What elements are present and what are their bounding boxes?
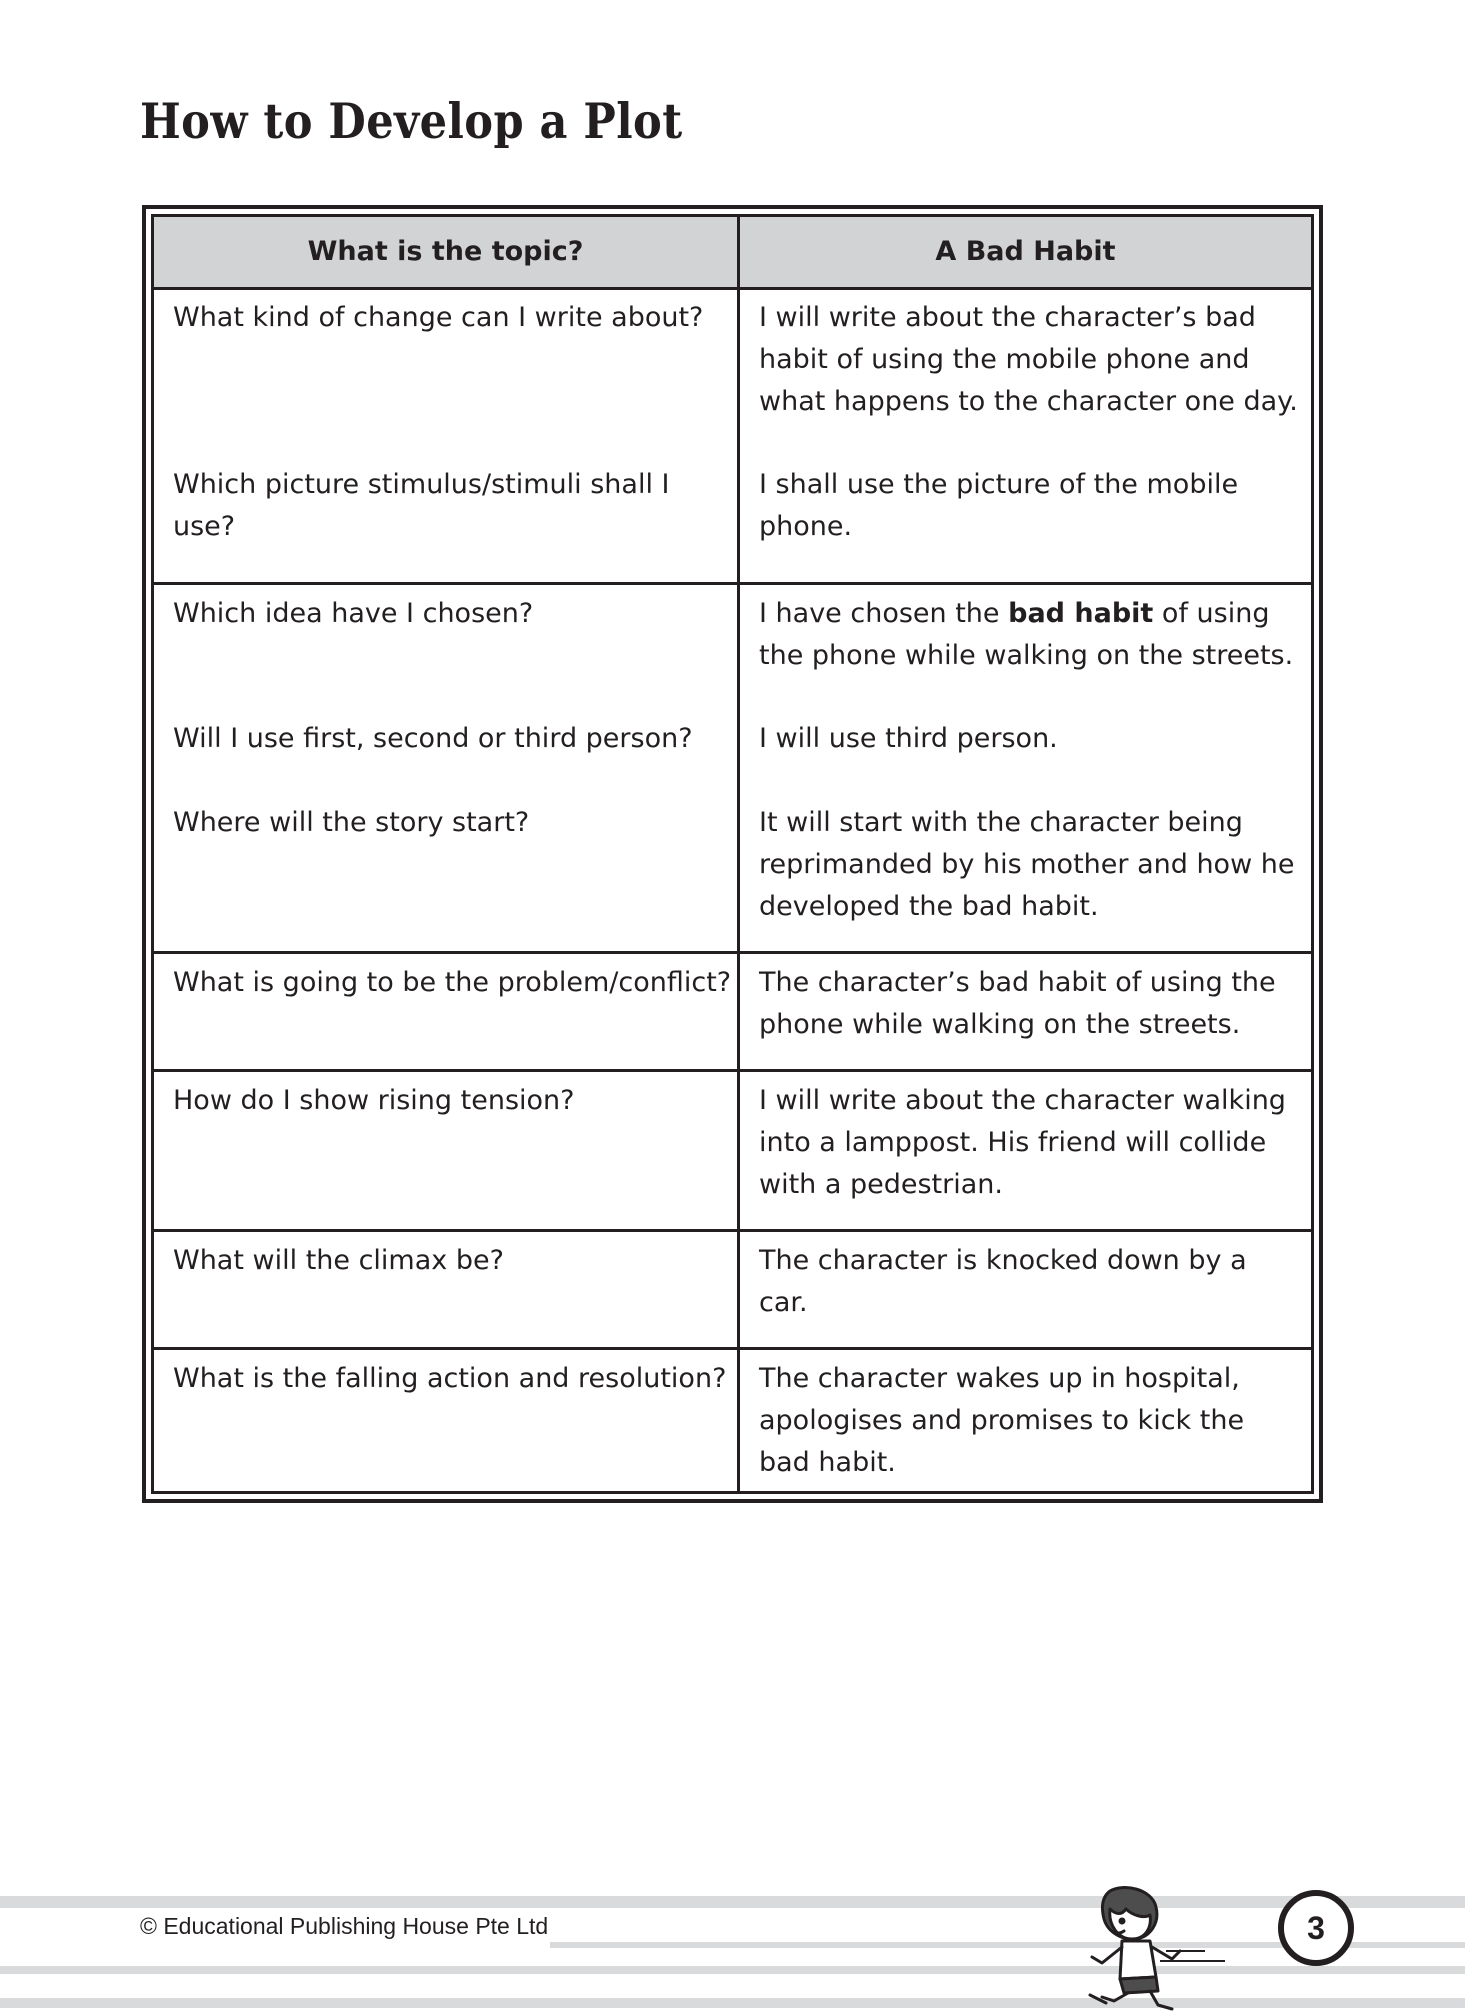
answer-start: It will start with the character being reprimanded by his mother and how he developed the bad habit. <box>759 807 1295 922</box>
answer-stimulus: I shall use the picture of the mobile phone. <box>759 469 1239 542</box>
answer-resolution: The character wakes up in hospital, apologises and promises to kick the bad habit. <box>759 1363 1245 1478</box>
answer-person: I will use third person. <box>759 723 1058 754</box>
question-person: Will I use first, second or third person? <box>173 723 693 754</box>
question-tension: How do I show rising tension? <box>173 1085 575 1116</box>
footer-band <box>0 1998 1465 2008</box>
row-divider <box>154 1069 1311 1072</box>
column-divider <box>737 217 740 1491</box>
row-divider <box>154 1229 1311 1232</box>
row-divider <box>154 582 1311 585</box>
answer-tension: I will write about the character walking into a lamppost. His friend will collide with a pedestrian. <box>759 1085 1286 1200</box>
page-title: How to Develop a Plot <box>140 92 683 150</box>
question-conflict: What is going to be the problem/conflict? <box>173 967 732 998</box>
plot-table <box>142 205 1323 1503</box>
answer-climax: The character is knocked down by a car. <box>759 1245 1247 1318</box>
footer-band <box>0 1966 1465 1974</box>
question-idea: Which idea have I chosen? <box>173 598 534 629</box>
table-header <box>154 217 1311 290</box>
answer-idea: I have chosen the bad habit of using the phone while walking on the streets. <box>759 598 1294 671</box>
question-resolution: What is the falling action and resolution? <box>173 1363 727 1394</box>
header-bad-habit: A Bad Habit <box>935 236 1116 267</box>
question-start: Where will the story start? <box>173 807 530 838</box>
running-boy-icon <box>1040 1885 1230 2015</box>
question-stimulus: Which picture stimulus/stimuli shall I use? <box>173 469 670 542</box>
question-change: What kind of change can I write about? <box>173 302 704 333</box>
footer-band <box>0 1896 1465 1908</box>
page-number-badge: 3 <box>1278 1890 1354 1966</box>
answer-change: I will write about the character’s bad habit of using the mobile phone and what happens to the character one day. <box>759 302 1298 417</box>
answer-conflict: The character’s bad habit of using the phone while walking on the streets. <box>759 967 1276 1040</box>
copyright-text: © Educational Publishing House Pte Ltd <box>140 1913 549 1939</box>
question-climax: What will the climax be? <box>173 1245 504 1276</box>
row-divider <box>154 951 1311 954</box>
row-divider <box>154 1347 1311 1350</box>
header-topic: What is the topic? <box>307 236 584 267</box>
bold-phrase: bad habit <box>1008 598 1154 629</box>
